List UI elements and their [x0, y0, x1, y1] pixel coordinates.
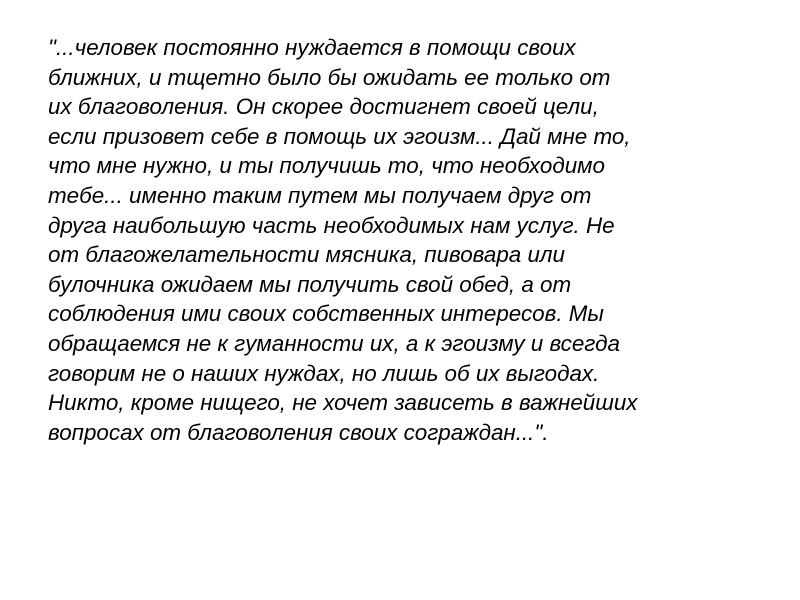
quote-line: Никто, кроме нищего, не хочет зависеть в важнейших [48, 390, 638, 416]
quote-line: обращаемся не к гуманности их, а к эгоизму и всегда [48, 330, 620, 356]
quote-line: тебе... именно таким путем мы получаем друг от [48, 182, 592, 208]
quote-line: ближних, и тщетно было бы ожидать ее только от [48, 64, 611, 90]
quote-line: булочника ожидаем мы получить свой обед, а от [48, 271, 572, 297]
quote-line: их благоволения. Он скорее достигнет своей цели, [48, 94, 599, 120]
quote-line: соблюдения ими своих собственных интересов. Мы [48, 301, 604, 327]
quote-line: друга наибольшую часть необходимых нам услуг. Не [48, 212, 615, 238]
quote-line: "...человек постоянно нуждается в помощи своих [48, 35, 576, 60]
quote-line: что мне нужно, и ты получишь то, что необходимо [48, 153, 605, 179]
quote-text [48, 33, 768, 447]
quote-line: если призовет себе в помощь их эгоизм... Дай мне то, [48, 123, 631, 149]
quote-line: вопросах от благоволения своих сограждан...". [48, 419, 549, 445]
quote-line: говорим не о наших нуждах, но лишь об их выгодах. [48, 360, 600, 386]
quote-line: от благожелательности мясника, пивовара или [48, 242, 565, 268]
